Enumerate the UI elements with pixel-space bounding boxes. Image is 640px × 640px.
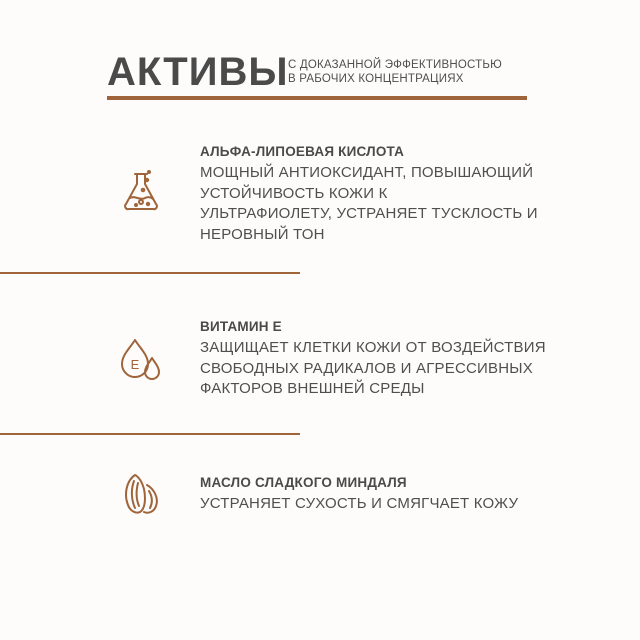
almond-icon [118,471,164,517]
page-title: АКТИВЫ [107,50,289,94]
item-title: ВИТАМИН Е [200,319,282,334]
section-divider [0,272,300,274]
item-desc-line: УЛЬТРАФИОЛЕТУ, УСТРАНЯЕТ ТУСКЛОСТЬ И [200,205,538,222]
item-desc-line: СВОБОДНЫХ РАДИКАЛОВ И АГРЕССИВНЫХ [200,359,533,377]
item-desc-line: ЗАЩИЩАЕТ КЛЕТКИ КОЖИ ОТ ВОЗДЕЙСТВИЯ [200,339,546,356]
item-desc-line: НЕРОВНЫЙ ТОН [200,225,325,243]
item-desc-line: УСТОЙЧИВОСТЬ КОЖИ К [200,184,388,202]
subtitle-line-1: С ДОКАЗАННОЙ ЭФФЕКТИВНОСТЬЮ [288,59,502,71]
item-desc-line: МОЩНЫЙ АНТИОКСИДАНТ, ПОВЫШАЮЩИЙ [200,164,534,181]
page-subtitle [288,58,502,86]
item-desc-line: ФАКТОРОВ ВНЕШНЕЙ СРЕДЫ [200,380,425,397]
item-description [200,163,580,245]
header [107,52,527,102]
vitamin-e-drops-icon [118,336,164,382]
item-title: АЛЬФА-ЛИПОЕВАЯ КИСЛОТА [200,144,405,159]
flask-icon [118,168,164,214]
item-desc-line: УСТРАНЯЕТ СУХОСТЬ И СМЯГЧАЕТ КОЖУ [200,495,519,512]
item-title: МАСЛО СЛАДКОГО МИНДАЛЯ [200,475,407,490]
vitamin-e-letter: E [130,357,140,372]
item-description [200,338,580,400]
subtitle-line-2: В РАБОЧИХ КОНЦЕНТРАЦИЯХ [288,73,464,85]
header-underline [107,96,527,100]
item-description [200,494,580,515]
section-divider [0,433,300,435]
